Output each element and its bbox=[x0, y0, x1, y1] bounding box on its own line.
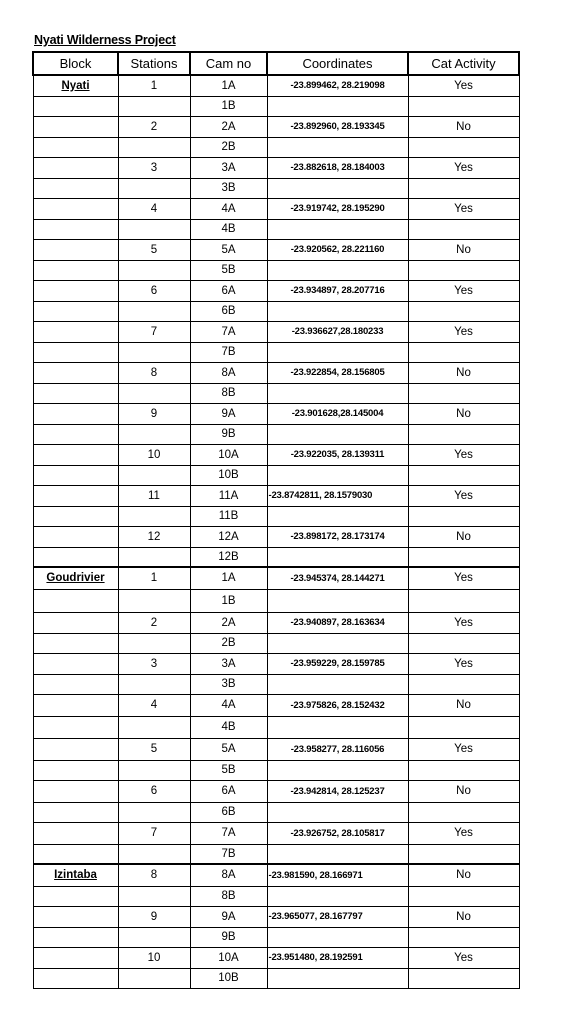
cell-coordinates: -23.959229, 28.159785 bbox=[267, 653, 408, 674]
cell-coordinates bbox=[267, 968, 408, 988]
cell-station bbox=[118, 589, 190, 612]
cell-coordinates bbox=[267, 802, 408, 822]
cell-station: 3 bbox=[118, 157, 190, 178]
cell-coordinates bbox=[267, 96, 408, 116]
cell-station bbox=[118, 96, 190, 116]
table-row bbox=[33, 780, 519, 802]
cell-station: 5 bbox=[118, 738, 190, 760]
cell-cat-activity: Yes bbox=[408, 485, 519, 506]
cell-block bbox=[33, 383, 118, 403]
cell-cat-activity bbox=[408, 716, 519, 738]
cell-cam-no: 7B bbox=[190, 342, 267, 362]
cell-coordinates bbox=[267, 927, 408, 947]
cell-coordinates bbox=[267, 219, 408, 239]
cell-cam-no: 5A bbox=[190, 738, 267, 760]
table-row bbox=[33, 506, 519, 526]
cell-station: 4 bbox=[118, 198, 190, 219]
cell-cat-activity: No bbox=[408, 526, 519, 547]
cell-cat-activity bbox=[408, 301, 519, 321]
cell-cam-no: 1A bbox=[190, 567, 267, 589]
table-row bbox=[33, 844, 519, 864]
cell-cam-no: 6B bbox=[190, 802, 267, 822]
cell-cat-activity: Yes bbox=[408, 444, 519, 465]
cell-block bbox=[33, 653, 118, 674]
cell-coordinates bbox=[267, 674, 408, 694]
table-row bbox=[33, 526, 519, 547]
cell-station bbox=[118, 424, 190, 444]
cell-cat-activity bbox=[408, 802, 519, 822]
cell-cat-activity: Yes bbox=[408, 947, 519, 968]
cell-station: 1 bbox=[118, 567, 190, 589]
cell-coordinates: -23.922854, 28.156805 bbox=[267, 362, 408, 383]
cell-coordinates: -23.919742, 28.195290 bbox=[267, 198, 408, 219]
cell-cat-activity: No bbox=[408, 403, 519, 424]
cell-cat-activity bbox=[408, 96, 519, 116]
cell-cam-no: 9A bbox=[190, 403, 267, 424]
cell-coordinates bbox=[267, 137, 408, 157]
cell-coordinates: -23.8742811, 28.1579030 bbox=[267, 485, 408, 506]
cell-block bbox=[33, 198, 118, 219]
cell-block bbox=[33, 280, 118, 301]
cell-coordinates bbox=[267, 547, 408, 567]
cell-cam-no: 4A bbox=[190, 198, 267, 219]
cell-block bbox=[33, 506, 118, 526]
cell-block bbox=[33, 589, 118, 612]
table-row bbox=[33, 362, 519, 383]
cell-cam-no: 3B bbox=[190, 674, 267, 694]
cell-cat-activity bbox=[408, 547, 519, 567]
cell-cam-no: 1A bbox=[190, 75, 267, 96]
cell-cat-activity bbox=[408, 342, 519, 362]
cell-coordinates: -23.940897, 28.163634 bbox=[267, 612, 408, 633]
table-row bbox=[33, 674, 519, 694]
cell-coordinates: -23.901628,28.145004 bbox=[267, 403, 408, 424]
cell-station: 1 bbox=[118, 75, 190, 96]
cell-block bbox=[33, 403, 118, 424]
cell-cam-no: 4B bbox=[190, 716, 267, 738]
table-row bbox=[33, 567, 519, 589]
cell-cam-no: 5B bbox=[190, 760, 267, 780]
cell-cat-activity: Yes bbox=[408, 567, 519, 589]
table-row bbox=[33, 612, 519, 633]
cell-block bbox=[33, 260, 118, 280]
cell-block bbox=[33, 342, 118, 362]
cell-station: 9 bbox=[118, 906, 190, 927]
table-row bbox=[33, 444, 519, 465]
cell-block bbox=[33, 738, 118, 760]
cell-cat-activity: No bbox=[408, 864, 519, 886]
cell-cat-activity bbox=[408, 178, 519, 198]
cell-coordinates: -23.945374, 28.144271 bbox=[267, 567, 408, 589]
cell-station: 7 bbox=[118, 321, 190, 342]
table-row bbox=[33, 485, 519, 506]
table-row bbox=[33, 694, 519, 716]
cell-cat-activity: Yes bbox=[408, 822, 519, 844]
cell-cam-no: 8B bbox=[190, 383, 267, 403]
cell-block bbox=[33, 947, 118, 968]
table-row bbox=[33, 403, 519, 424]
table-header bbox=[33, 52, 519, 75]
cell-cam-no: 12A bbox=[190, 526, 267, 547]
cell-station: 10 bbox=[118, 444, 190, 465]
cell-block bbox=[33, 219, 118, 239]
cell-coordinates bbox=[267, 260, 408, 280]
table-row bbox=[33, 716, 519, 738]
cell-cat-activity: Yes bbox=[408, 75, 519, 96]
cell-block bbox=[33, 465, 118, 485]
cell-station bbox=[118, 465, 190, 485]
cell-cam-no: 1B bbox=[190, 589, 267, 612]
cell-coordinates bbox=[267, 342, 408, 362]
cell-cat-activity bbox=[408, 886, 519, 906]
cell-coordinates: -23.882618, 28.184003 bbox=[267, 157, 408, 178]
table-row bbox=[33, 653, 519, 674]
table-row bbox=[33, 321, 519, 342]
cell-block bbox=[33, 362, 118, 383]
cell-coordinates: -23.892960, 28.193345 bbox=[267, 116, 408, 137]
cell-cat-activity bbox=[408, 760, 519, 780]
table-row bbox=[33, 219, 519, 239]
cell-cam-no: 10B bbox=[190, 968, 267, 988]
cell-station bbox=[118, 342, 190, 362]
cell-cat-activity bbox=[408, 424, 519, 444]
cell-cam-no: 3A bbox=[190, 157, 267, 178]
cell-block bbox=[33, 239, 118, 260]
cell-coordinates: -23.965077, 28.167797 bbox=[267, 906, 408, 927]
cell-block bbox=[33, 780, 118, 802]
table-row bbox=[33, 342, 519, 362]
cell-station: 6 bbox=[118, 280, 190, 301]
cell-station: 2 bbox=[118, 116, 190, 137]
cell-cam-no: 7A bbox=[190, 321, 267, 342]
table-row bbox=[33, 968, 519, 988]
cell-cat-activity bbox=[408, 137, 519, 157]
cell-cam-no: 3B bbox=[190, 178, 267, 198]
cell-cat-activity: Yes bbox=[408, 612, 519, 633]
cell-cam-no: 10A bbox=[190, 444, 267, 465]
header-stations: Stations bbox=[118, 52, 190, 75]
cell-coordinates: -23.936627,28.180233 bbox=[267, 321, 408, 342]
cell-cam-no: 2A bbox=[190, 116, 267, 137]
cell-cat-activity: No bbox=[408, 362, 519, 383]
cell-block bbox=[33, 906, 118, 927]
table-row bbox=[33, 760, 519, 780]
cell-cam-no: 6B bbox=[190, 301, 267, 321]
table-row bbox=[33, 301, 519, 321]
table-row bbox=[33, 75, 519, 96]
cell-block: Goudrivier bbox=[33, 567, 118, 589]
cell-block bbox=[33, 157, 118, 178]
cell-cat-activity bbox=[408, 260, 519, 280]
cell-station: 2 bbox=[118, 612, 190, 633]
cell-station bbox=[118, 383, 190, 403]
cell-cam-no: 8A bbox=[190, 864, 267, 886]
table-row bbox=[33, 280, 519, 301]
cell-station bbox=[118, 802, 190, 822]
table-row bbox=[33, 96, 519, 116]
cell-station bbox=[118, 968, 190, 988]
cell-cat-activity bbox=[408, 219, 519, 239]
cell-station bbox=[118, 260, 190, 280]
cell-coordinates: -23.920562, 28.221160 bbox=[267, 239, 408, 260]
cell-cam-no: 8A bbox=[190, 362, 267, 383]
cell-station: 4 bbox=[118, 694, 190, 716]
cell-station bbox=[118, 178, 190, 198]
table-row bbox=[33, 886, 519, 906]
cell-cat-activity: Yes bbox=[408, 653, 519, 674]
cell-station bbox=[118, 219, 190, 239]
cell-cam-no: 5A bbox=[190, 239, 267, 260]
cell-station bbox=[118, 633, 190, 653]
cell-station bbox=[118, 301, 190, 321]
cell-station bbox=[118, 927, 190, 947]
cell-cat-activity bbox=[408, 383, 519, 403]
cell-cat-activity bbox=[408, 927, 519, 947]
table-body bbox=[33, 75, 519, 988]
cell-cat-activity bbox=[408, 968, 519, 988]
table-row bbox=[33, 116, 519, 137]
cell-cam-no: 5B bbox=[190, 260, 267, 280]
cell-cat-activity bbox=[408, 465, 519, 485]
cell-block bbox=[33, 547, 118, 567]
cell-cat-activity: Yes bbox=[408, 280, 519, 301]
cell-cam-no: 7A bbox=[190, 822, 267, 844]
cell-station: 6 bbox=[118, 780, 190, 802]
cell-cam-no: 4B bbox=[190, 219, 267, 239]
cell-station: 5 bbox=[118, 239, 190, 260]
cell-coordinates bbox=[267, 844, 408, 864]
cell-coordinates: -23.934897, 28.207716 bbox=[267, 280, 408, 301]
cell-station: 11 bbox=[118, 485, 190, 506]
cell-cat-activity: No bbox=[408, 694, 519, 716]
cell-block bbox=[33, 633, 118, 653]
cell-block bbox=[33, 802, 118, 822]
table-row bbox=[33, 383, 519, 403]
cell-cam-no: 11B bbox=[190, 506, 267, 526]
cell-block bbox=[33, 137, 118, 157]
cell-station: 8 bbox=[118, 864, 190, 886]
cell-cat-activity: Yes bbox=[408, 738, 519, 760]
cell-coordinates bbox=[267, 589, 408, 612]
cell-block bbox=[33, 612, 118, 633]
page-title: Nyati Wilderness Project bbox=[34, 33, 176, 47]
cell-block bbox=[33, 694, 118, 716]
cell-block bbox=[33, 424, 118, 444]
cell-coordinates bbox=[267, 465, 408, 485]
cell-station: 7 bbox=[118, 822, 190, 844]
cell-cam-no: 10B bbox=[190, 465, 267, 485]
cell-cat-activity: No bbox=[408, 780, 519, 802]
cell-block bbox=[33, 526, 118, 547]
cell-cam-no: 7B bbox=[190, 844, 267, 864]
cell-block bbox=[33, 301, 118, 321]
cell-block bbox=[33, 968, 118, 988]
cell-block bbox=[33, 321, 118, 342]
cell-station: 10 bbox=[118, 947, 190, 968]
cell-block bbox=[33, 927, 118, 947]
cell-cat-activity bbox=[408, 506, 519, 526]
cell-cam-no: 6A bbox=[190, 780, 267, 802]
cell-block bbox=[33, 96, 118, 116]
table-row bbox=[33, 802, 519, 822]
cell-coordinates: -23.922035, 28.139311 bbox=[267, 444, 408, 465]
cell-cam-no: 6A bbox=[190, 280, 267, 301]
cell-cat-activity bbox=[408, 674, 519, 694]
cell-cam-no: 9A bbox=[190, 906, 267, 927]
cell-coordinates bbox=[267, 424, 408, 444]
cell-cam-no: 1B bbox=[190, 96, 267, 116]
table-row bbox=[33, 547, 519, 567]
header-cam-no: Cam no bbox=[190, 52, 267, 75]
cell-station: 8 bbox=[118, 362, 190, 383]
cell-coordinates: -23.975826, 28.152432 bbox=[267, 694, 408, 716]
cell-block bbox=[33, 116, 118, 137]
cell-station: 9 bbox=[118, 403, 190, 424]
table-row bbox=[33, 822, 519, 844]
table-row bbox=[33, 927, 519, 947]
cell-cam-no: 11A bbox=[190, 485, 267, 506]
cell-coordinates bbox=[267, 716, 408, 738]
cell-cat-activity: No bbox=[408, 239, 519, 260]
cell-cat-activity bbox=[408, 844, 519, 864]
cell-coordinates bbox=[267, 301, 408, 321]
cell-coordinates: -23.942814, 28.125237 bbox=[267, 780, 408, 802]
table-row bbox=[33, 198, 519, 219]
cell-block bbox=[33, 886, 118, 906]
table-row bbox=[33, 178, 519, 198]
cell-coordinates: -23.981590, 28.166971 bbox=[267, 864, 408, 886]
cell-cat-activity bbox=[408, 589, 519, 612]
cell-coordinates bbox=[267, 383, 408, 403]
table-row bbox=[33, 947, 519, 968]
cell-block bbox=[33, 844, 118, 864]
cell-block: Izintaba bbox=[33, 864, 118, 886]
cell-cam-no: 9B bbox=[190, 927, 267, 947]
cell-cam-no: 4A bbox=[190, 694, 267, 716]
table-row bbox=[33, 137, 519, 157]
cell-cat-activity: No bbox=[408, 906, 519, 927]
cell-station bbox=[118, 137, 190, 157]
header-cat-activity: Cat Activity bbox=[408, 52, 519, 75]
cell-cam-no: 2B bbox=[190, 137, 267, 157]
table-row bbox=[33, 738, 519, 760]
cell-block bbox=[33, 178, 118, 198]
cell-station bbox=[118, 886, 190, 906]
header-block: Block bbox=[33, 52, 118, 75]
cell-block bbox=[33, 760, 118, 780]
cell-coordinates bbox=[267, 506, 408, 526]
cell-cam-no: 10A bbox=[190, 947, 267, 968]
table-row bbox=[33, 239, 519, 260]
cell-coordinates bbox=[267, 760, 408, 780]
table-row bbox=[33, 589, 519, 612]
cell-coordinates bbox=[267, 886, 408, 906]
table-row bbox=[33, 864, 519, 886]
cell-station bbox=[118, 506, 190, 526]
table-row bbox=[33, 906, 519, 927]
table-row bbox=[33, 465, 519, 485]
cell-coordinates: -23.926752, 28.105817 bbox=[267, 822, 408, 844]
cell-block bbox=[33, 674, 118, 694]
table-row bbox=[33, 424, 519, 444]
table-row bbox=[33, 157, 519, 178]
cell-cat-activity: Yes bbox=[408, 198, 519, 219]
cell-station: 3 bbox=[118, 653, 190, 674]
header-coordinates: Coordinates bbox=[267, 52, 408, 75]
cell-cam-no: 3A bbox=[190, 653, 267, 674]
cell-cat-activity: Yes bbox=[408, 321, 519, 342]
cell-station bbox=[118, 674, 190, 694]
cell-cat-activity bbox=[408, 633, 519, 653]
cell-cam-no: 12B bbox=[190, 547, 267, 567]
cell-station bbox=[118, 547, 190, 567]
cell-station bbox=[118, 716, 190, 738]
cell-coordinates bbox=[267, 178, 408, 198]
cell-cat-activity: Yes bbox=[408, 157, 519, 178]
camera-table bbox=[32, 51, 520, 989]
cell-cam-no: 8B bbox=[190, 886, 267, 906]
cell-block: Nyati bbox=[33, 75, 118, 96]
header-row bbox=[33, 52, 519, 75]
cell-cam-no: 2B bbox=[190, 633, 267, 653]
cell-block bbox=[33, 716, 118, 738]
cell-block bbox=[33, 444, 118, 465]
cell-coordinates: -23.899462, 28.219098 bbox=[267, 75, 408, 96]
cell-coordinates: -23.951480, 28.192591 bbox=[267, 947, 408, 968]
cell-block bbox=[33, 485, 118, 506]
cell-cam-no: 9B bbox=[190, 424, 267, 444]
cell-coordinates: -23.958277, 28.116056 bbox=[267, 738, 408, 760]
cell-cat-activity: No bbox=[408, 116, 519, 137]
cell-station bbox=[118, 844, 190, 864]
table-row bbox=[33, 633, 519, 653]
table-row bbox=[33, 260, 519, 280]
cell-coordinates bbox=[267, 633, 408, 653]
cell-station: 12 bbox=[118, 526, 190, 547]
cell-coordinates: -23.898172, 28.173174 bbox=[267, 526, 408, 547]
cell-station bbox=[118, 760, 190, 780]
cell-block bbox=[33, 822, 118, 844]
cell-cam-no: 2A bbox=[190, 612, 267, 633]
